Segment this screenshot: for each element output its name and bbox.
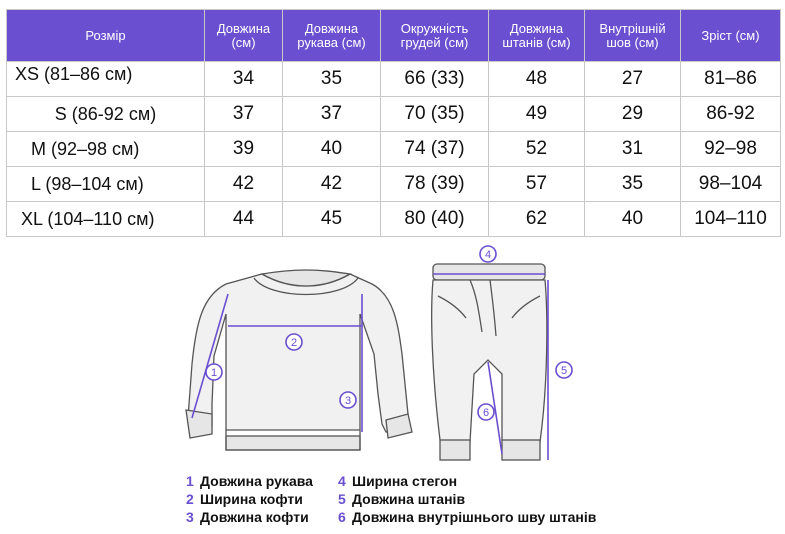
table-row <box>7 97 781 132</box>
header-inseam: Внутрішній шов (см) <box>585 10 681 62</box>
table-cell: 35 <box>585 167 681 202</box>
table-cell: 48 <box>489 62 585 97</box>
marker-1 <box>206 364 222 380</box>
sweatshirt-drawing <box>186 270 412 450</box>
size-table <box>6 9 781 237</box>
table-row <box>7 132 781 167</box>
legend-item: 1 Довжина рукава <box>186 473 313 489</box>
table-row <box>7 167 781 202</box>
svg-text:3: 3 <box>344 395 352 407</box>
table-cell: 78 (39) <box>381 167 489 202</box>
table-cell: 57 <box>489 167 585 202</box>
table-cell: 66 (33) <box>381 62 489 97</box>
size-cell: XL (104–110 см) <box>7 202 205 237</box>
table-cell: 74 (37) <box>381 132 489 167</box>
header-chest: Окружність грудей (см) <box>381 10 489 62</box>
table-cell: 52 <box>489 132 585 167</box>
svg-text:4: 4 <box>484 249 492 261</box>
svg-text:5: 5 <box>560 365 568 377</box>
table-cell: 98–104 <box>681 167 781 202</box>
marker-5 <box>556 362 572 378</box>
marker-6 <box>478 404 494 420</box>
size-cell: S (86-92 см) <box>7 97 205 132</box>
table-cell: 81–86 <box>681 62 781 97</box>
legend-item: 3 Довжина кофти <box>186 509 309 525</box>
table-cell: 39 <box>205 132 283 167</box>
svg-text:6: 6 <box>482 407 490 419</box>
garment-diagram <box>0 244 785 470</box>
table-cell: 35 <box>283 62 381 97</box>
table-cell: 27 <box>585 62 681 97</box>
svg-text:2: 2 <box>290 337 298 349</box>
table-cell: 80 (40) <box>381 202 489 237</box>
table-cell: 45 <box>283 202 381 237</box>
header-height: Зріст (см) <box>681 10 781 62</box>
legend-item: 5 Довжина штанів <box>338 491 466 507</box>
marker-4 <box>480 246 496 262</box>
table-row <box>7 202 781 237</box>
marker-3 <box>340 392 356 408</box>
header-sleeve-length: Довжина рукава (см) <box>283 10 381 62</box>
table-cell: 31 <box>585 132 681 167</box>
table-cell: 44 <box>205 202 283 237</box>
table-cell: 40 <box>283 132 381 167</box>
pants-drawing <box>432 264 547 460</box>
svg-text:1: 1 <box>210 367 218 379</box>
size-cell: XS (81–86 см) <box>7 62 205 97</box>
legend-item: 4 Ширина стегон <box>338 473 458 489</box>
legend-item: 6 Довжина внутрішнього шву штанів <box>338 509 597 525</box>
header-pants-length: Довжина штанів (см) <box>489 10 585 62</box>
table-cell: 62 <box>489 202 585 237</box>
marker-2 <box>286 334 302 350</box>
header-length: Довжина (см) <box>205 10 283 62</box>
table-header-row <box>7 10 781 62</box>
table-cell: 42 <box>205 167 283 202</box>
table-cell: 92–98 <box>681 132 781 167</box>
table-cell: 42 <box>283 167 381 202</box>
table-cell: 104–110 <box>681 202 781 237</box>
table-row <box>7 62 781 97</box>
table-cell: 29 <box>585 97 681 132</box>
size-cell: L (98–104 см) <box>7 167 205 202</box>
size-cell: M (92–98 см) <box>7 132 205 167</box>
table-cell: 86-92 <box>681 97 781 132</box>
table-cell: 40 <box>585 202 681 237</box>
table-cell: 37 <box>205 97 283 132</box>
table-cell: 70 (35) <box>381 97 489 132</box>
legend-item: 2 Ширина кофти <box>186 491 303 507</box>
table-cell: 34 <box>205 62 283 97</box>
table-cell: 49 <box>489 97 585 132</box>
header-size: Розмір <box>7 10 205 62</box>
table-cell: 37 <box>283 97 381 132</box>
